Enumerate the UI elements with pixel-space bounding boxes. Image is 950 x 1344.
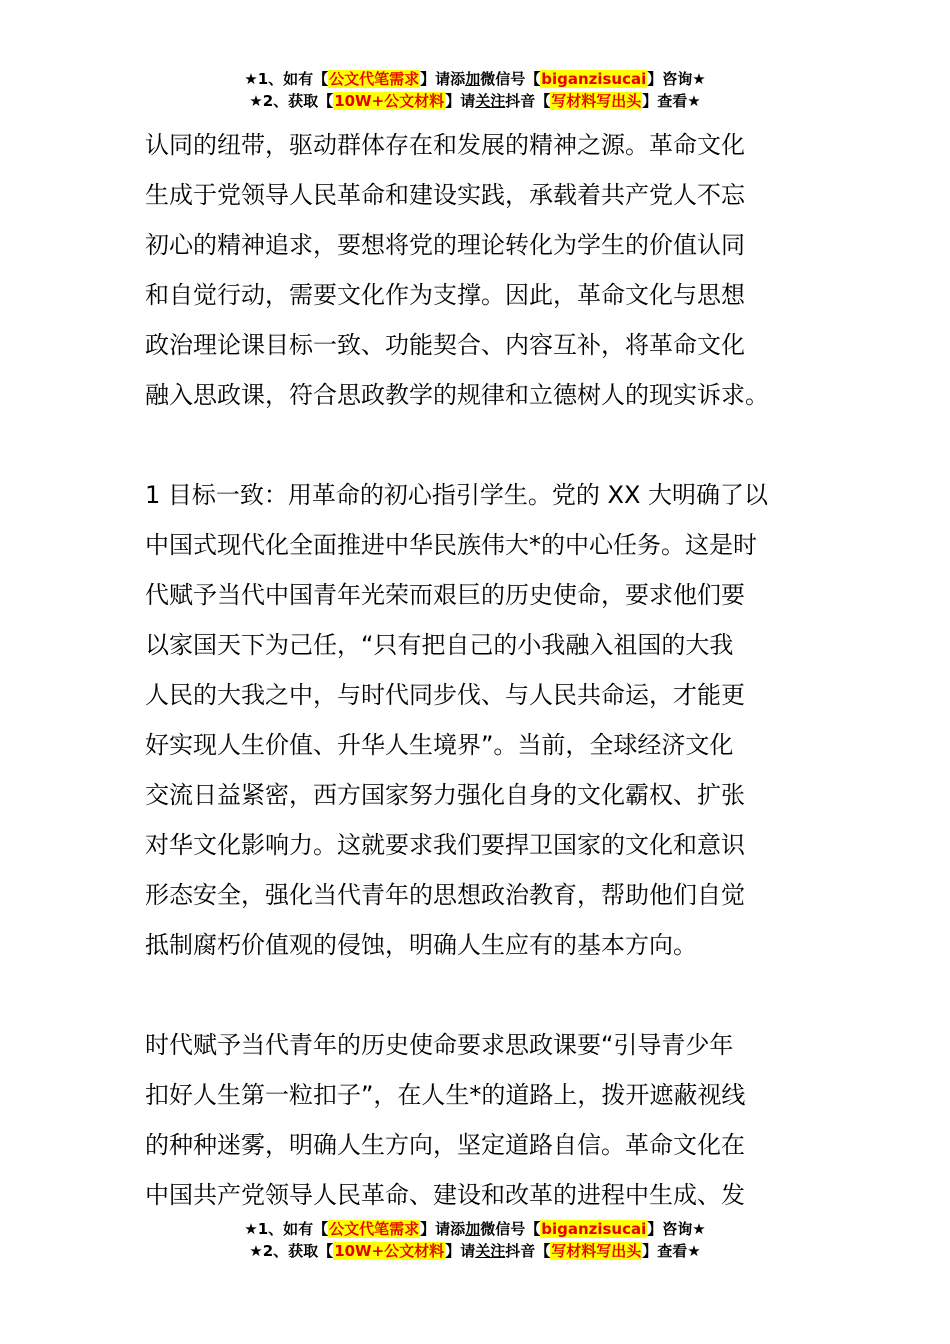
paragraph <box>145 120 810 420</box>
banner-text: 】请添 <box>420 1220 466 1238</box>
paragraph-gap <box>145 970 810 1020</box>
text-line: 政治理论课目标一致、功能契合、内容互补，将革命文化 <box>145 331 745 359</box>
banner-text: ★1、如有【 <box>244 70 329 88</box>
banner-text: 】请 <box>445 1242 476 1260</box>
text-line: 扣好人生第一粒扣子”，在人生*的道路上，拨开遮蔽视线 <box>145 1081 746 1109</box>
text-line: 形态安全，强化当代青年的思想政治教育，帮助他们自觉 <box>145 881 745 909</box>
paragraph <box>145 1020 810 1220</box>
banner-highlight: biganzisucai <box>541 1220 647 1238</box>
banner-text: 】查看★ <box>642 92 701 110</box>
header-banner <box>0 68 950 112</box>
banner-line-2 <box>0 90 950 112</box>
banner-text: 抖音【 <box>505 1242 551 1260</box>
footer-banner <box>0 1218 950 1262</box>
banner-highlight: 写材料写出头 <box>551 92 642 110</box>
banner-text: ★2、获取【 <box>249 1242 334 1260</box>
banner-highlight: 公文代笔需求 <box>329 1220 420 1238</box>
text-line: 初心的精神追求，要想将党的理论转化为学生的价值认同 <box>145 231 745 259</box>
text-line: 对华文化影响力。这就要求我们要捍卫国家的文化和意识 <box>145 831 745 859</box>
text-line: 抵制腐朽价值观的侵蚀，明确人生应有的基本方向。 <box>145 931 697 959</box>
banner-text: 】请 <box>445 92 476 110</box>
banner-text: 】咨询★ <box>647 1220 706 1238</box>
banner-line-2 <box>0 1240 950 1262</box>
banner-underline: 关注 <box>475 1242 506 1260</box>
banner-text: 】咨询★ <box>647 70 706 88</box>
banner-text: 】查看★ <box>642 1242 701 1260</box>
banner-text: 】请添 <box>420 70 466 88</box>
text-line: 时代赋予当代青年的历史使命要求思政课要“引导青少年 <box>145 1031 734 1059</box>
banner-text: ★2、获取【 <box>249 92 334 110</box>
banner-text: 微信号【 <box>480 70 541 88</box>
banner-line-1 <box>0 68 950 90</box>
banner-highlight: 10W+公文材料 <box>334 92 445 110</box>
banner-underline: 关注 <box>475 92 506 110</box>
text-line: 人民的大我之中，与时代同步伐、与人民共命运，才能更 <box>145 681 745 709</box>
text-line: 代赋予当代中国青年光荣而艰巨的历史使命，要求他们要 <box>145 581 745 609</box>
text-line: 中国式现代化全面推进中华民族伟大*的中心任务。这是时 <box>145 531 757 559</box>
banner-text: 微信号【 <box>480 1220 541 1238</box>
text-line: 认同的纽带，驱动群体存在和发展的精神之源。革命文化 <box>145 131 745 159</box>
banner-highlight: 写材料写出头 <box>551 1242 642 1260</box>
text-line: 的种种迷雾，明确人生方向，坚定道路自信。革命文化在 <box>145 1131 745 1159</box>
banner-underline: 加 <box>465 70 481 88</box>
text-line: 中国共产党领导人民革命、建设和改革的进程中生成、发 <box>145 1181 745 1209</box>
banner-highlight: 10W+公文材料 <box>334 1242 445 1260</box>
text-line: 好实现人生价值、升华人生境界”。当前，全球经济文化 <box>145 731 734 759</box>
banner-highlight: 公文代笔需求 <box>329 70 420 88</box>
document-body <box>145 120 810 1220</box>
banner-highlight: biganzisucai <box>541 70 647 88</box>
text-line: 生成于党领导人民革命和建设实践，承载着共产党人不忘 <box>145 181 745 209</box>
text-line: 交流日益紧密，西方国家努力强化自身的文化霸权、扩张 <box>145 781 745 809</box>
text-line: 融入思政课，符合思政教学的规律和立德树人的现实诉求。 <box>145 381 769 409</box>
banner-underline: 加 <box>465 1220 481 1238</box>
banner-line-1 <box>0 1218 950 1240</box>
paragraph-gap <box>145 420 810 470</box>
banner-text: ★1、如有【 <box>244 1220 329 1238</box>
text-line: 和自觉行动，需要文化作为支撑。因此，革命文化与思想 <box>145 281 745 309</box>
text-line: 以家国天下为己任，“只有把自己的小我融入祖国的大我 <box>145 631 734 659</box>
banner-text: 抖音【 <box>505 92 551 110</box>
text-line: 1 目标一致：用革命的初心指引学生。党的 XX 大明确了以 <box>145 481 769 509</box>
paragraph <box>145 470 810 970</box>
